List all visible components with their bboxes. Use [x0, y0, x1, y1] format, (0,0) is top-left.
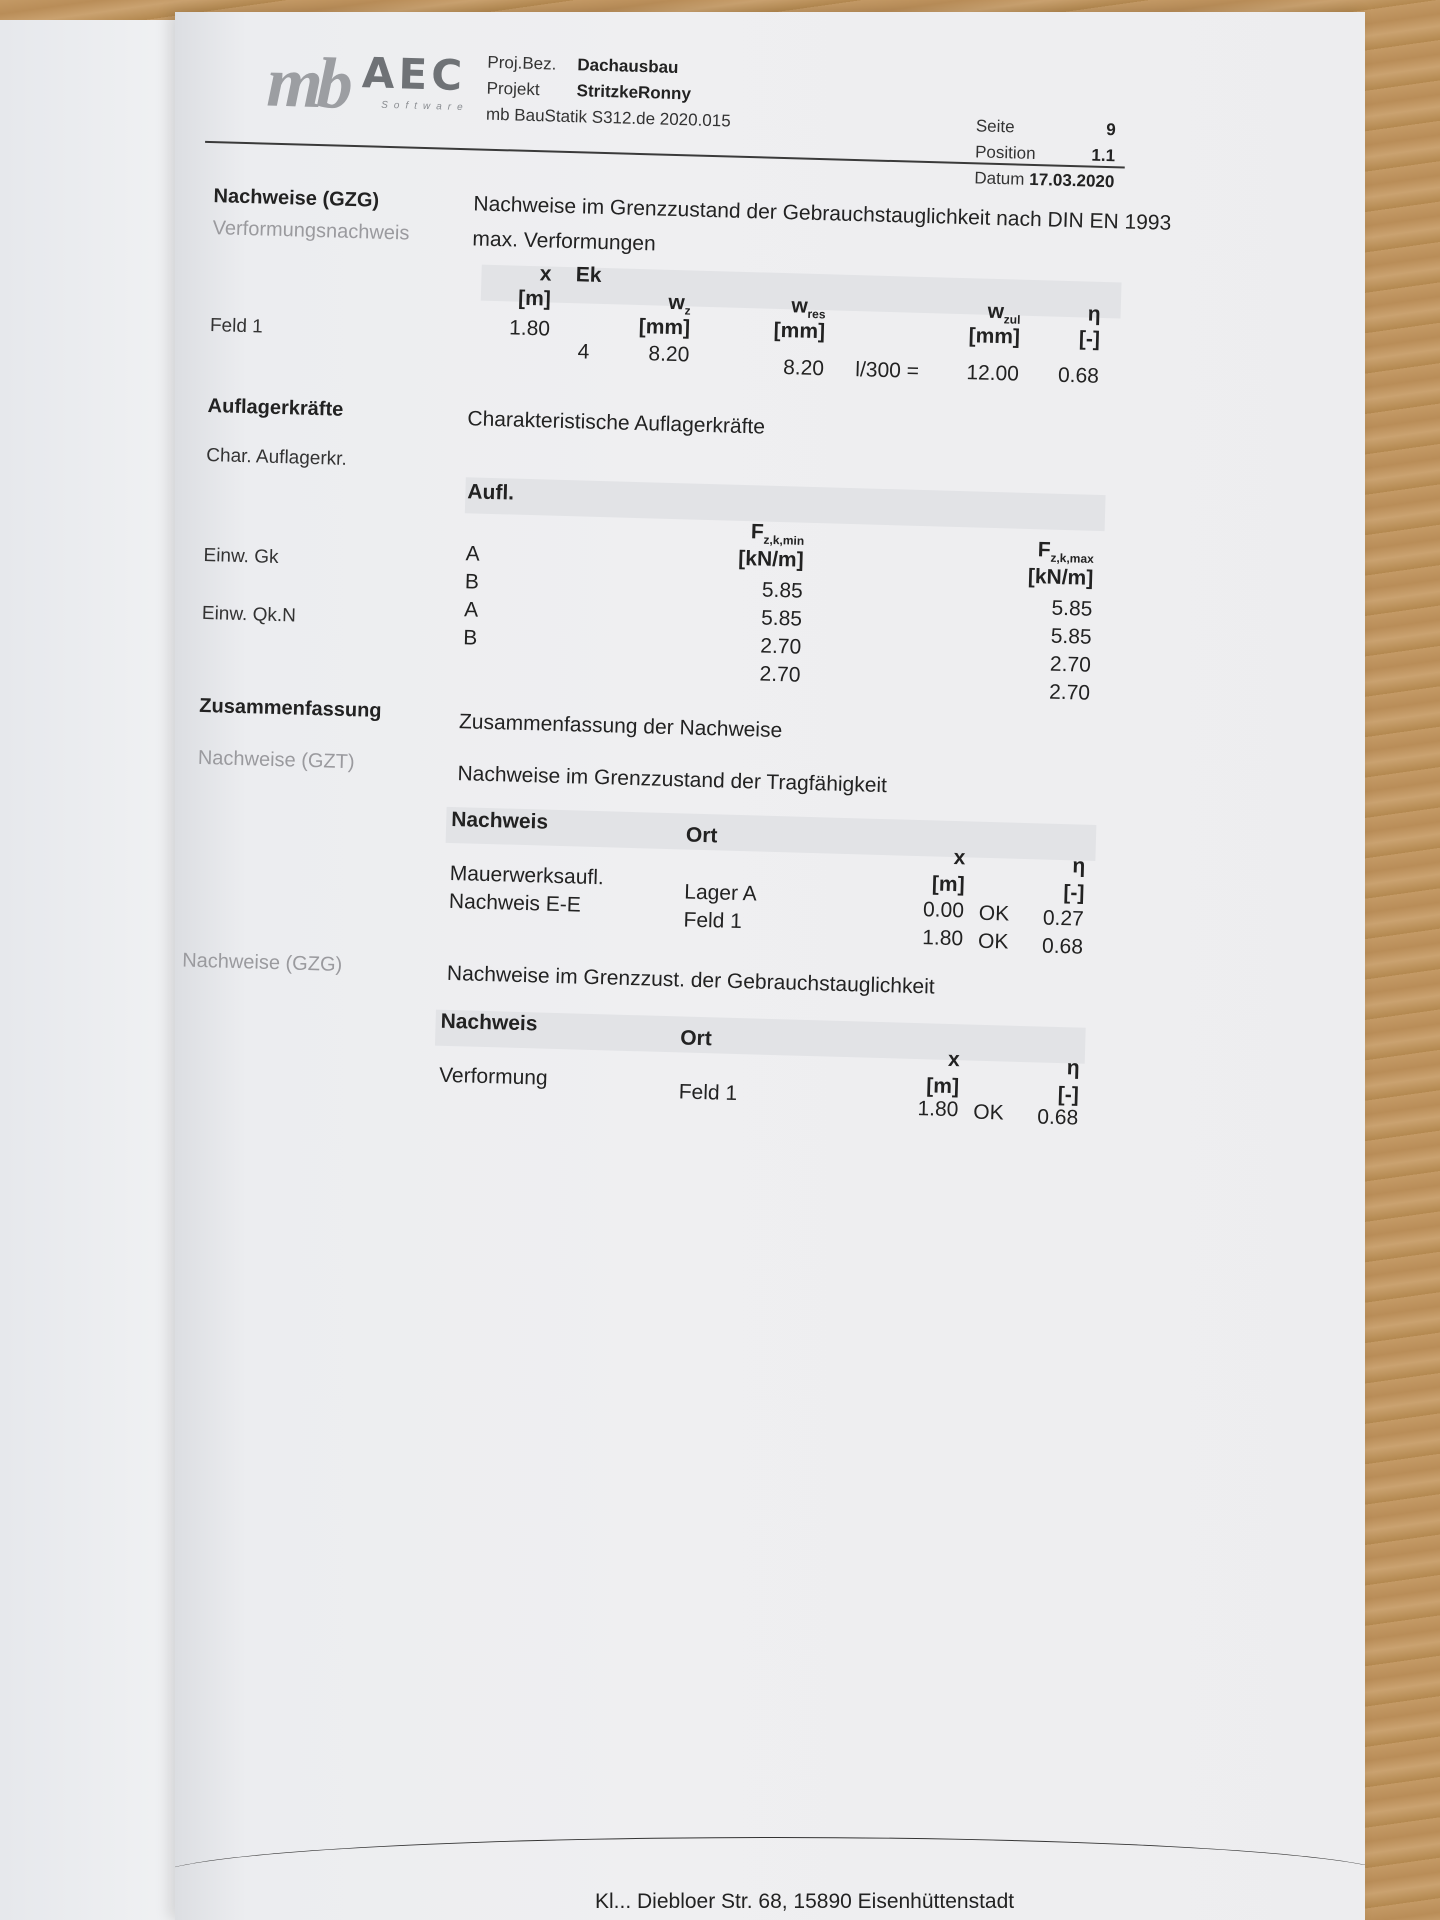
- side-sub-aufl: Char. Auflagerkr.: [206, 444, 348, 470]
- gzt-row2-eta: 0.68: [1041, 934, 1084, 959]
- gzt-col-nachweis: Nachweis: [450, 807, 549, 834]
- fmax-2: 5.85: [1050, 624, 1092, 649]
- fmin-1: 5.85: [761, 578, 804, 603]
- gzt-col-eta-unit: [-]: [1063, 881, 1085, 905]
- col-wz-unit: [mm]: [638, 315, 691, 340]
- val-limit: l/300 =: [855, 358, 920, 383]
- col-fmin: $F_{z,k,min}$: [750, 520, 805, 548]
- footer-address: Kl... Diebloer Str. 68, 15890 Eisenhüttenstadt: [595, 1890, 1015, 1913]
- position-label: Position: [974, 142, 1036, 164]
- datum-value: 17.03.2020: [1029, 169, 1115, 192]
- fmax-1: 5.85: [1051, 596, 1093, 621]
- gzt-row2-x: 1.80: [921, 926, 964, 951]
- val-x: 1.80: [508, 316, 551, 341]
- gzt-col-eta: η: [1072, 854, 1086, 878]
- val-wres: 8.20: [782, 356, 825, 381]
- col-fmax: $F_{z,k,max}$: [1037, 538, 1094, 566]
- side-title-aufl: Auflagerkräfte: [207, 395, 344, 421]
- proj-bez-label: Proj.Bez.: [487, 52, 557, 74]
- fmax-4: 2.70: [1048, 680, 1091, 705]
- col-wz: $w_z$: [668, 290, 691, 318]
- side-title-summary: Zusammenfassung: [199, 694, 382, 722]
- val-eta: 0.68: [1057, 363, 1100, 388]
- gzt-row2-status: OK: [977, 929, 1009, 954]
- col-fmin-unit: [kN/m]: [738, 546, 804, 572]
- gzt-row1-nachweis: Mauerwerksaufl.: [449, 861, 605, 890]
- col-eta: η: [1087, 302, 1101, 326]
- gzg-row1-x: 1.80: [917, 1097, 959, 1122]
- gzg-row1-eta: 0.68: [1036, 1105, 1079, 1130]
- position-value: 1.1: [1091, 145, 1116, 166]
- gzt-row1-eta: 0.27: [1042, 906, 1085, 931]
- gzg-row1-status: OK: [972, 1100, 1004, 1125]
- aufl-row-4: B: [463, 626, 478, 650]
- page-content: [175, 12, 1365, 1920]
- col-wzul: $w_{zul}$: [987, 299, 1021, 327]
- gzg-row1-nachweis: Verformung: [438, 1063, 548, 1090]
- projekt-value: StritzkeRonny: [576, 81, 692, 104]
- val-wz: 8.20: [648, 342, 690, 367]
- seite-label: Seite: [975, 116, 1015, 137]
- summary-title: Zusammenfassung der Nachweise: [458, 710, 783, 743]
- gzt-title: Nachweise im Grenzzustand der Tragfähigkeit: [457, 762, 888, 798]
- gzg-row1-ort: Feld 1: [678, 1080, 738, 1106]
- aufl-title: Charakteristische Auflagerkräfte: [467, 407, 766, 439]
- gzt-row1-x: 0.00: [922, 898, 965, 923]
- gzt-row2-nachweis: Nachweis E-E: [448, 889, 582, 917]
- proj-bez-value: Dachausbau: [577, 55, 679, 78]
- val-ek: 4: [577, 340, 590, 364]
- gzt-col-x: x: [953, 846, 966, 870]
- group-qkn: Einw. Qk.N: [201, 602, 297, 627]
- side-sub-verformung: Verformungsnachweis: [212, 217, 410, 245]
- mbaec-logo: mb AEC Software: [265, 41, 469, 124]
- projekt-label: Projekt: [486, 78, 540, 100]
- gzg-col-nachweis: Nachweis: [440, 1009, 538, 1036]
- gzt-col-x-unit: [m]: [931, 872, 965, 897]
- gzg-summary-title: Nachweise im Grenzzust. der Gebrauchstauglichkeit: [446, 961, 935, 999]
- fmax-3: 2.70: [1049, 652, 1092, 677]
- side-gzt: Nachweise (GZT): [197, 746, 355, 774]
- gzt-row2-ort: Feld 1: [683, 908, 743, 934]
- software-version: mb BauStatik S312.de 2020.015: [485, 104, 731, 131]
- gzg-col-ort: Ort: [679, 1026, 713, 1051]
- datum-label: Datum: [974, 168, 1025, 189]
- col-wres: $w_{res}$: [791, 294, 826, 322]
- col-eta-unit: [-]: [1078, 327, 1101, 351]
- side-gzg-summary: Nachweise (GZG): [181, 949, 343, 976]
- gzt-row1-status: OK: [978, 901, 1010, 926]
- aufl-row-2: B: [464, 570, 480, 594]
- col-x-unit: [m]: [517, 286, 552, 311]
- col-wres-unit: [mm]: [773, 318, 826, 344]
- seite-value: 9: [1106, 119, 1117, 140]
- side-title-gzg: Nachweise (GZG): [213, 185, 380, 212]
- fmin-2: 5.85: [760, 606, 803, 631]
- fmin-3: 2.70: [760, 634, 802, 659]
- gzt-row1-ort: Lager A: [684, 880, 758, 906]
- gzg-col-x: x: [947, 1047, 961, 1072]
- document-page: [175, 12, 1365, 1920]
- gzg-col-x-unit: [m]: [926, 1074, 960, 1099]
- fmin-4: 2.70: [759, 662, 801, 687]
- val-wzul: 12.00: [966, 361, 1020, 386]
- gzg-col-eta: η: [1066, 1056, 1080, 1080]
- col-ek: Ek: [575, 263, 602, 287]
- col-fmax-unit: [kN/m]: [1027, 564, 1094, 590]
- aufl-row-3: A: [463, 598, 479, 622]
- col-x: x: [539, 262, 552, 286]
- group-gk: Einw. Gk: [203, 544, 279, 569]
- gzg-title: Nachweise im Grenzzustand der Gebrauchstauglichkeit nach DIN EN 1993: [473, 192, 1172, 235]
- col-aufl: Aufl.: [467, 480, 515, 505]
- row-label-feld1: Feld 1: [209, 315, 264, 338]
- col-wzul-unit: [mm]: [968, 324, 1021, 349]
- gzt-col-ort: Ort: [685, 823, 718, 848]
- gzg-subtitle: max. Verformungen: [472, 227, 657, 256]
- aufl-row-1: A: [465, 542, 481, 566]
- gzg-col-eta-unit: [-]: [1057, 1083, 1080, 1107]
